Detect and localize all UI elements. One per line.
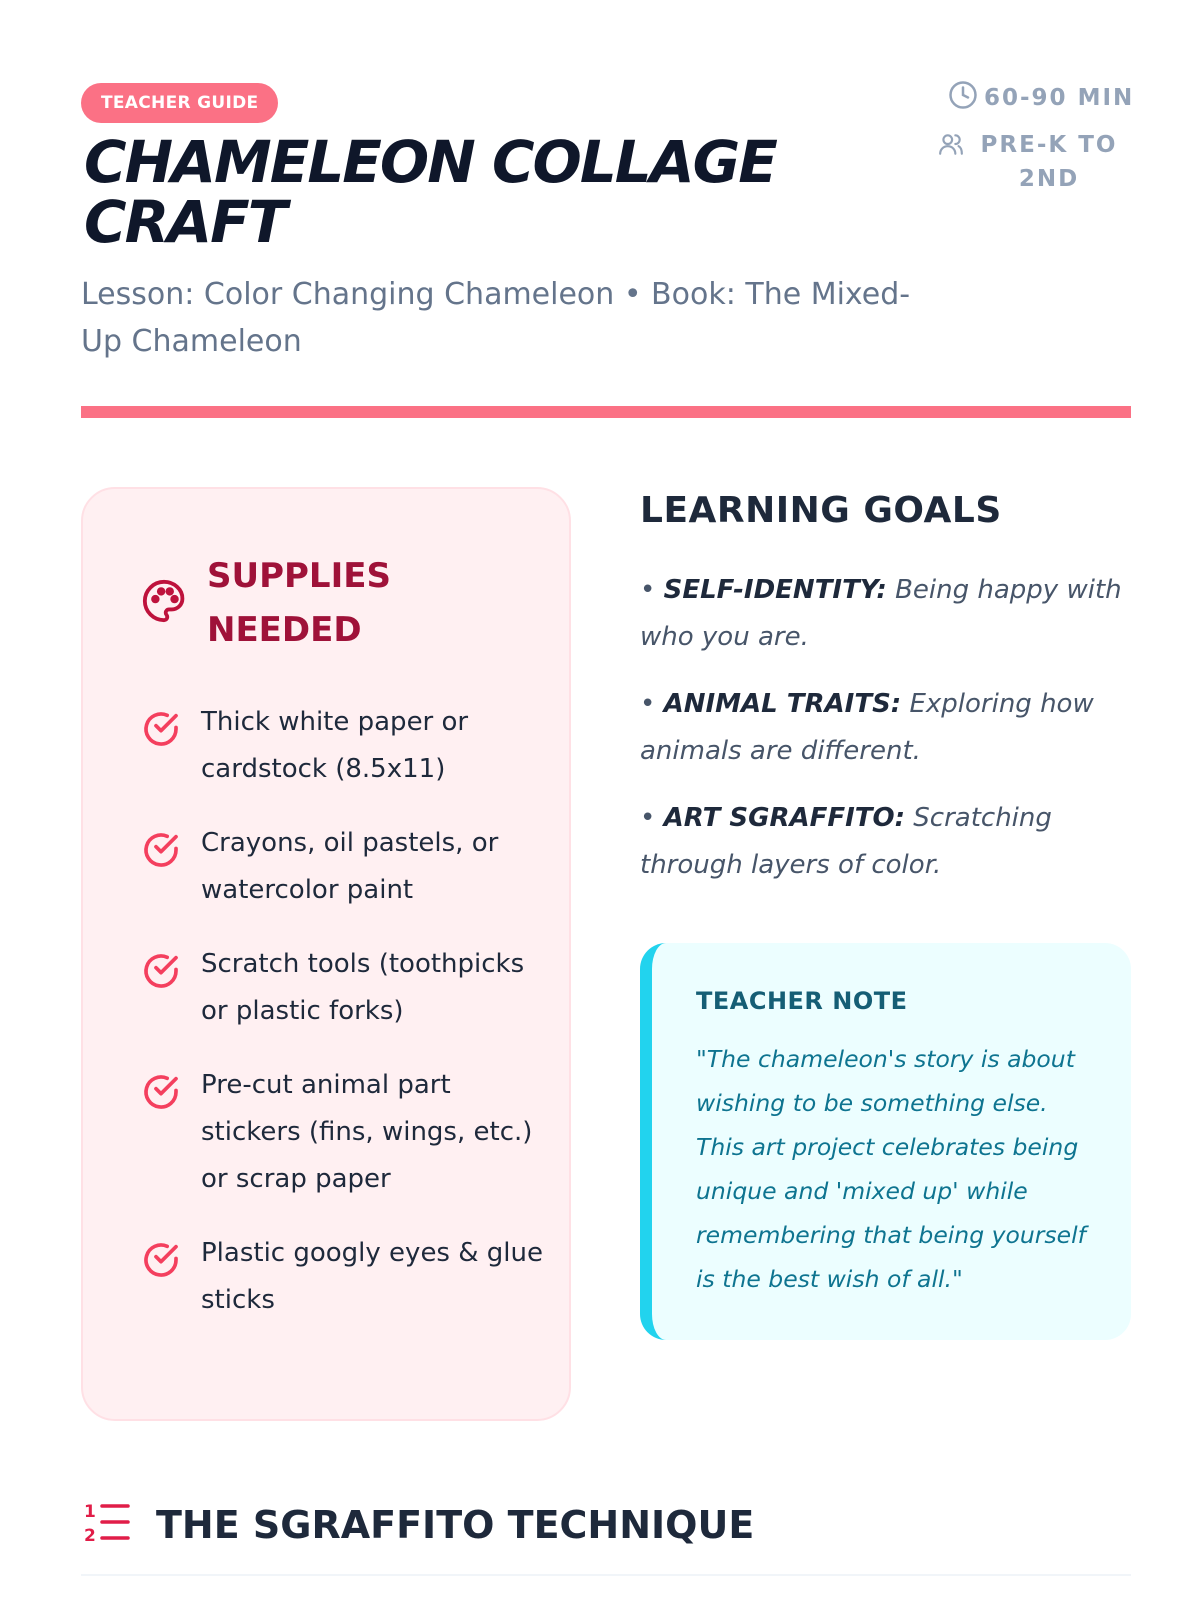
grade-text: PRE-K TO 2ND bbox=[980, 132, 1118, 192]
check-circle-icon bbox=[141, 951, 183, 996]
learning-goals-list bbox=[640, 567, 1140, 909]
teacher-note-body: "The chameleon's story is about wishing to be something else. This art project celebrates being unique and 'mixed up' while remembering that being yourself is the best wish of all." bbox=[696, 1045, 1086, 1293]
goal-item: • ART SGRAFFITO: Scratching through layers of color. bbox=[640, 803, 1052, 880]
duration-meta bbox=[948, 80, 1134, 116]
check-circle-icon bbox=[141, 830, 183, 875]
supply-text: Thick white paper or cardstock (8.5x11) bbox=[201, 707, 469, 784]
supply-item bbox=[141, 699, 551, 793]
goal-item: • ANIMAL TRAITS: Exploring how animals are different. bbox=[640, 689, 1094, 766]
svg-text:1: 1 bbox=[84, 1502, 96, 1522]
supply-item bbox=[141, 820, 551, 914]
supplies-title: SUPPLIES NEEDED bbox=[207, 556, 391, 650]
check-circle-icon bbox=[141, 1072, 183, 1117]
teacher-note-card bbox=[640, 943, 1131, 1340]
supply-item bbox=[141, 1230, 551, 1324]
supplies-list bbox=[141, 699, 551, 1351]
learning-goals-title: LEARNING GOALS bbox=[640, 490, 1002, 531]
numbered-list-icon bbox=[84, 1500, 132, 1549]
supplies-header bbox=[141, 549, 427, 657]
teacher-guide-badge: TEACHER GUIDE bbox=[81, 83, 278, 123]
lesson-subtitle: Lesson: Color Changing Chameleon • Book: The Mixed-Up Chameleon bbox=[81, 277, 911, 359]
goal-label: ART SGRAFFITO: bbox=[663, 803, 906, 833]
supply-text: Pre-cut animal part stickers (fins, wings, etc.) or scrap paper bbox=[201, 1070, 533, 1194]
goal-label: ANIMAL TRAITS: bbox=[663, 689, 902, 719]
goal-label: SELF-IDENTITY: bbox=[663, 575, 887, 605]
users-icon bbox=[938, 131, 964, 167]
supply-item bbox=[141, 941, 551, 1035]
technique-title: THE SGRAFFITO TECHNIQUE bbox=[156, 1502, 755, 1547]
supply-text: Plastic googly eyes & glue sticks bbox=[201, 1238, 543, 1315]
supply-item bbox=[141, 1062, 551, 1203]
clock-icon bbox=[948, 80, 978, 116]
check-circle-icon bbox=[141, 1240, 183, 1285]
duration-text: 60-90 MIN bbox=[984, 85, 1135, 111]
grade-meta bbox=[938, 128, 1128, 196]
palette-icon bbox=[141, 578, 187, 629]
header-divider bbox=[81, 406, 1131, 418]
svg-text:2: 2 bbox=[84, 1526, 96, 1544]
supply-text: Scratch tools (toothpicks or plastic forks) bbox=[201, 949, 525, 1026]
technique-divider bbox=[81, 1574, 1131, 1576]
supply-text: Crayons, oil pastels, or watercolor paint bbox=[201, 828, 499, 905]
goal-text: Exploring how animals are different. bbox=[640, 689, 1094, 766]
supplies-card bbox=[81, 487, 571, 1421]
check-circle-icon bbox=[141, 709, 183, 754]
goal-item: • SELF-IDENTITY: Being happy with who you are. bbox=[640, 575, 1122, 652]
technique-section-header bbox=[84, 1500, 754, 1549]
page-title: CHAMELEON COLLAGE CRAFT bbox=[84, 128, 776, 256]
goal-text: Being happy with who you are. bbox=[640, 575, 1122, 652]
teacher-note-title: TEACHER NOTE bbox=[696, 987, 908, 1015]
goal-text: Scratching through layers of color. bbox=[640, 803, 1052, 880]
